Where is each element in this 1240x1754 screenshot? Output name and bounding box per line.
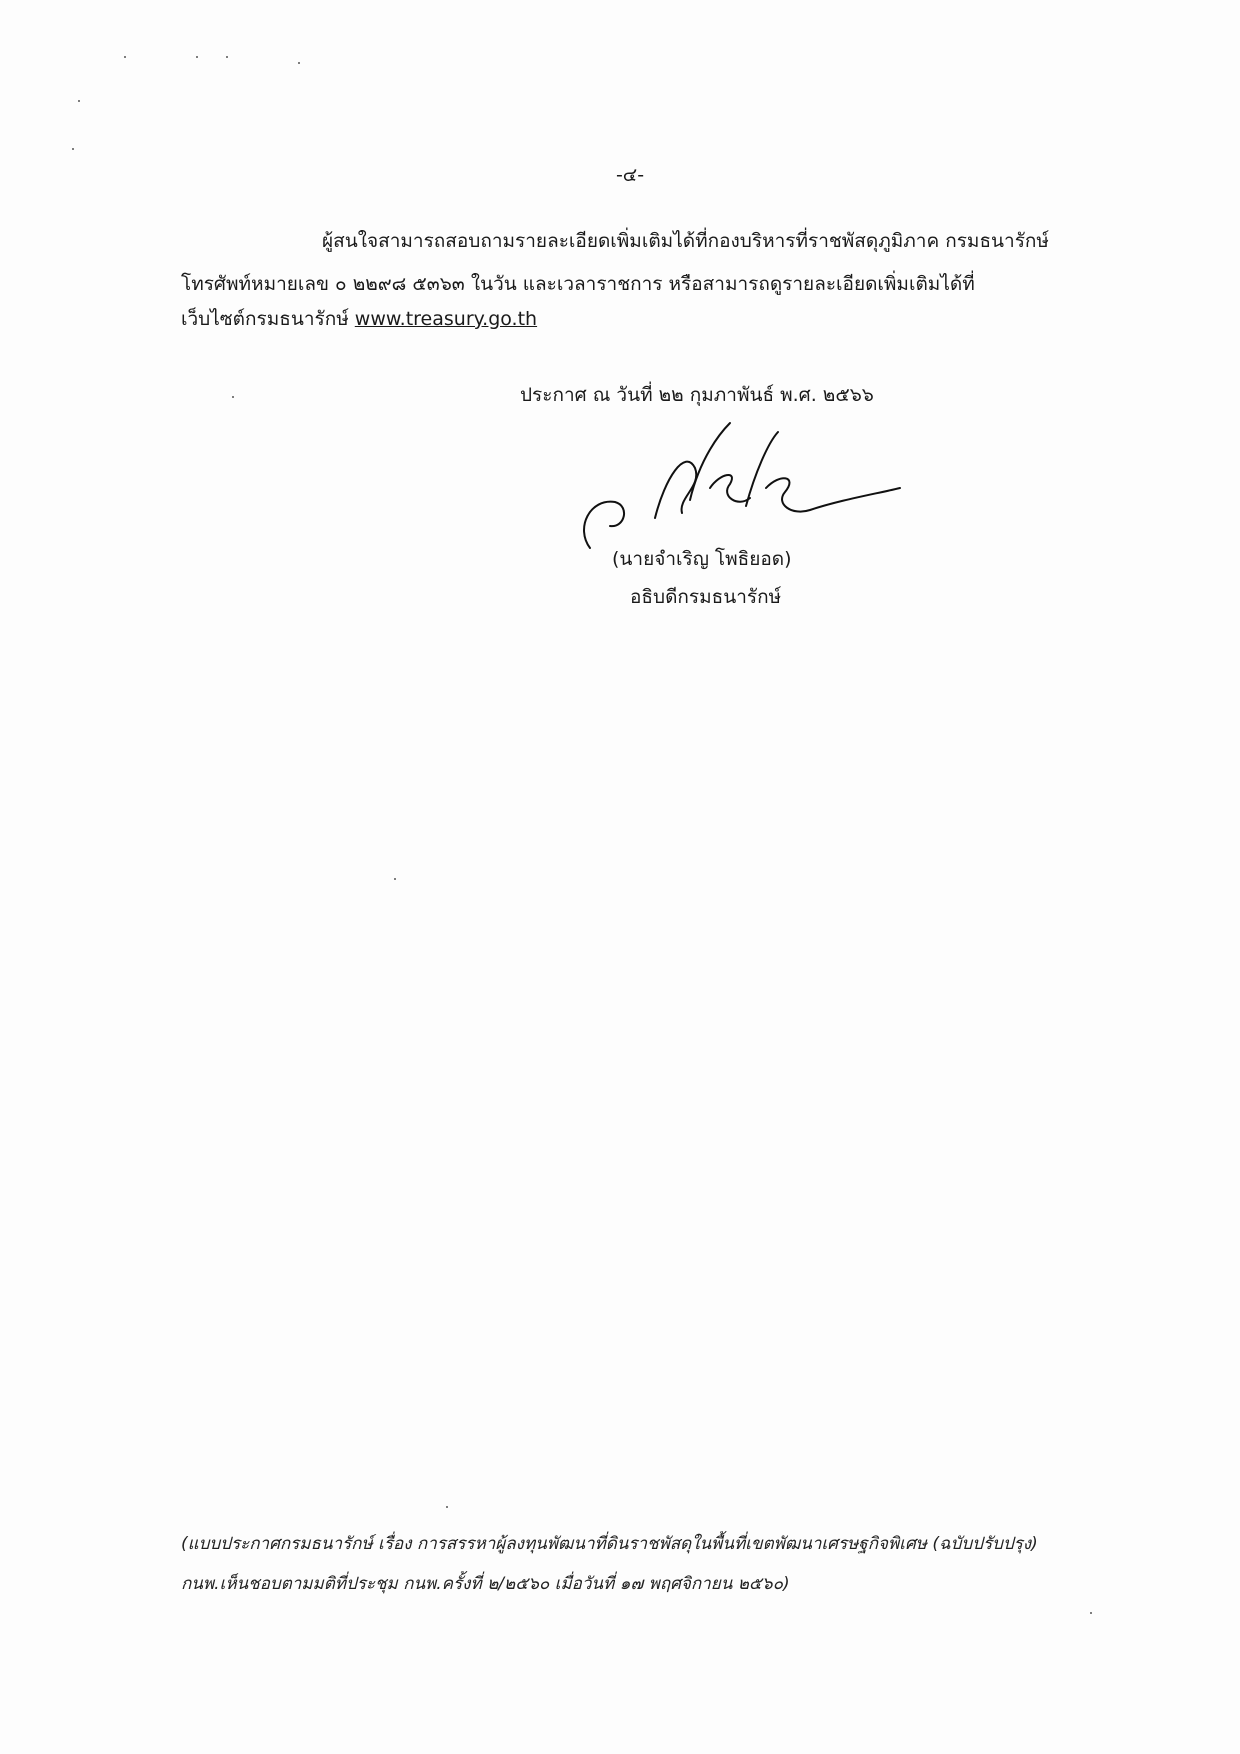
contact-paragraph-line-1: ผู้สนใจสามารถสอบถามรายละเอียดเพิ่มเติมได้ที่กองบริหารที่ราชพัสดุภูมิภาค กรมธนารักษ์ [322,230,1049,252]
signer-title: อธิบดีกรมธนารักษ์ [630,586,782,608]
footer-note-line-2: กนพ.เห็นชอบตามมติที่ประชุม กนพ.ครั้งที่ ๒/๒๕๖๐ เมื่อวันที่ ๑๗ พฤศจิกายน ๒๕๖๐) [181,1574,790,1594]
scan-speck [446,1506,448,1508]
signer-name: (นายจำเริญ โพธิยอด) [612,548,792,570]
scan-speck [72,148,74,150]
scan-speck [232,396,234,398]
scan-speck [196,56,198,58]
website-link[interactable]: www.treasury.go.th [354,308,538,330]
website-label: เว็บไซต์กรมธนารักษ์ [181,308,349,330]
scan-speck [124,56,126,58]
footer-note-line-1: (แบบประกาศกรมธนารักษ์ เรื่อง การสรรหาผู้ลงทุนพัฒนาที่ดินราชพัสดุในพื้นที่เขตพัฒนาเศรษฐกิจพิเศษ (ฉบับปรับปรุง) [181,1534,1038,1554]
scan-speck [78,100,80,102]
scan-speck [394,878,396,880]
contact-paragraph-line-3 [181,306,537,332]
page-number: -๔- [615,164,645,186]
scan-speck [1090,1612,1092,1614]
announcement-date: ประกาศ ณ วันที่ ๒๒ กุมภาพันธ์ พ.ศ. ๒๕๖๖ [520,384,874,406]
contact-paragraph-line-2: โทรศัพท์หมายเลข ๐ ๒๒๙๘ ๕๓๖๓ ในวัน และเวลาราชการ หรือสามารถดูรายละเอียดเพิ่มเติมได้ที่ [181,273,975,295]
scan-speck [226,56,228,58]
scan-speck [298,62,300,64]
handwritten-signature [570,418,910,558]
